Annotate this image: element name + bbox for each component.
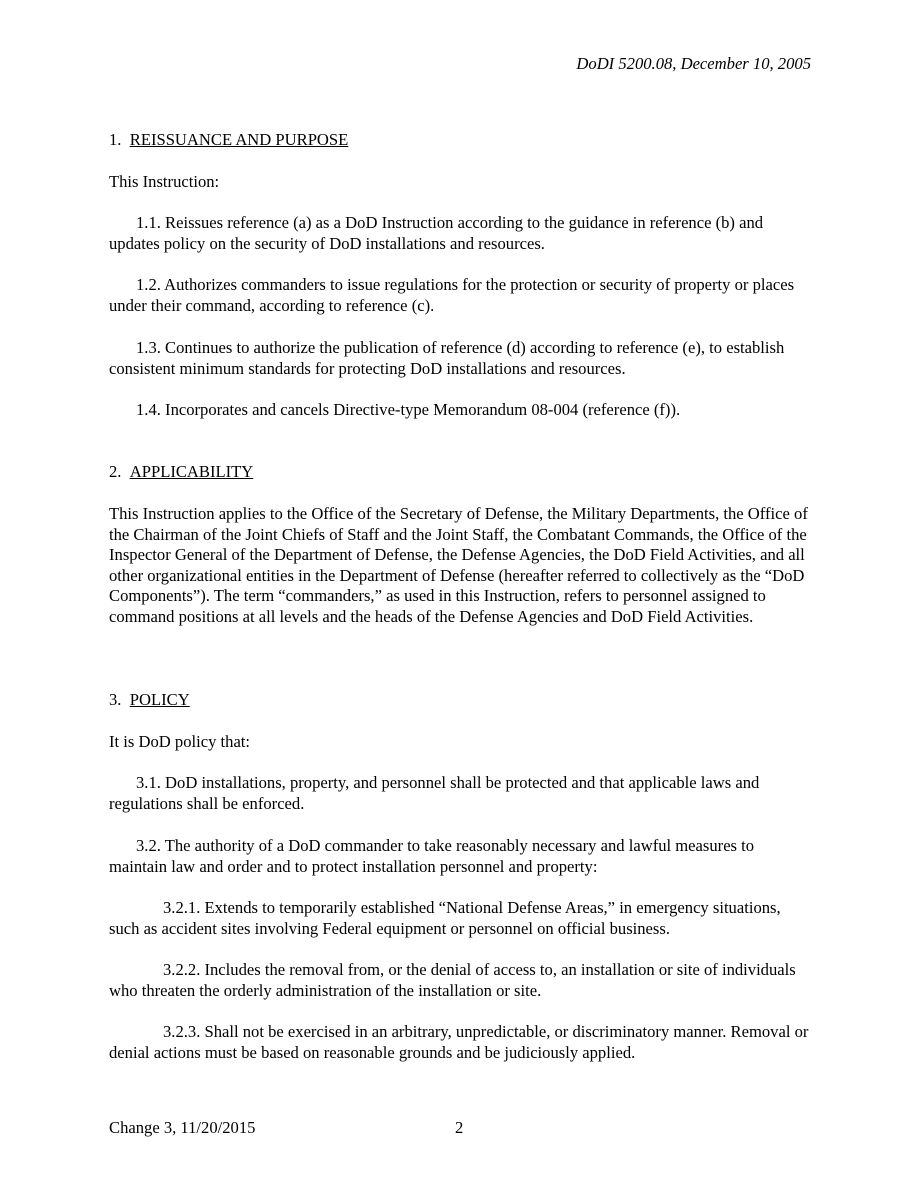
- section-2-body: This Instruction applies to the Office of the Secretary of Defense, the Military Departments, the Office of the Chairman of the Joint Chiefs of Staff and the Joint Staff, the Combatant Commands, the Office of the Inspector General of the Department of Defense, the Defense Agencies, the DoD Field Activities, and all other organizational entities in the Department of Defense (hereafter referred to collectively as the “DoD Components”). The term “commanders,” as used in this Instruction, refers to personnel assigned to command positions at all levels and the heads of the Defense Agencies and DoD Field Activities.: [109, 504, 808, 626]
- section-1-title: REISSUANCE AND PURPOSE: [129, 130, 349, 149]
- section-3-heading: [109, 690, 814, 711]
- section-3-intro: It is DoD policy that:: [109, 732, 251, 751]
- running-header: DoDI 5200.08, December 10, 2005: [576, 54, 811, 73]
- paragraph-1-1: 1.1. Reissues reference (a) as a DoD Instruction according to the guidance in reference (b) and updates policy on the security of DoD installations and resources.: [109, 213, 764, 253]
- paragraph-3-1: 3.1. DoD installations, property, and personnel shall be protected and that applicable laws and regulations shall be enforced.: [109, 773, 760, 813]
- paragraph-3-2: 3.2. The authority of a DoD commander to take reasonably necessary and lawful measures to maintain law and order and to protect installation personnel and property:: [109, 836, 755, 876]
- paragraph-1-2: 1.2. Authorizes commanders to issue regulations for the protection or security of property or places under their command, according to reference (c).: [109, 275, 795, 315]
- section-3-title: POLICY: [129, 690, 190, 709]
- paragraph-1-3: 1.3. Continues to authorize the publication of reference (d) according to reference (e), to establish consistent minimum standards for protecting DoD installations and resources.: [109, 338, 785, 378]
- section-1-intro: This Instruction:: [109, 172, 220, 191]
- section-1-number: 1.: [109, 130, 122, 149]
- footer-change-note: Change 3, 11/20/2015: [109, 1118, 256, 1137]
- section-2-title: APPLICABILITY: [129, 462, 254, 481]
- footer-page-number: 2: [455, 1118, 464, 1137]
- paragraph-3-2-3: 3.2.3. Shall not be exercised in an arbitrary, unpredictable, or discriminatory manner. Removal or denial actions must be based on reasonable grounds and be judiciously applied.: [109, 1022, 809, 1062]
- paragraph-1-4: 1.4. Incorporates and cancels Directive-type Memorandum 08-004 (reference (f)).: [136, 400, 681, 419]
- paragraph-3-2-2: 3.2.2. Includes the removal from, or the denial of access to, an installation or site of individuals who threaten the orderly administration of the installation or site.: [109, 960, 796, 1000]
- section-2-heading: [109, 462, 814, 483]
- section-3-number: 3.: [109, 690, 122, 709]
- paragraph-3-2-1: 3.2.1. Extends to temporarily established “National Defense Areas,” in emergency situations, such as accident sites involving Federal equipment or personnel on official business.: [109, 898, 781, 938]
- section-1-heading: [109, 130, 814, 151]
- section-2-number: 2.: [109, 462, 122, 481]
